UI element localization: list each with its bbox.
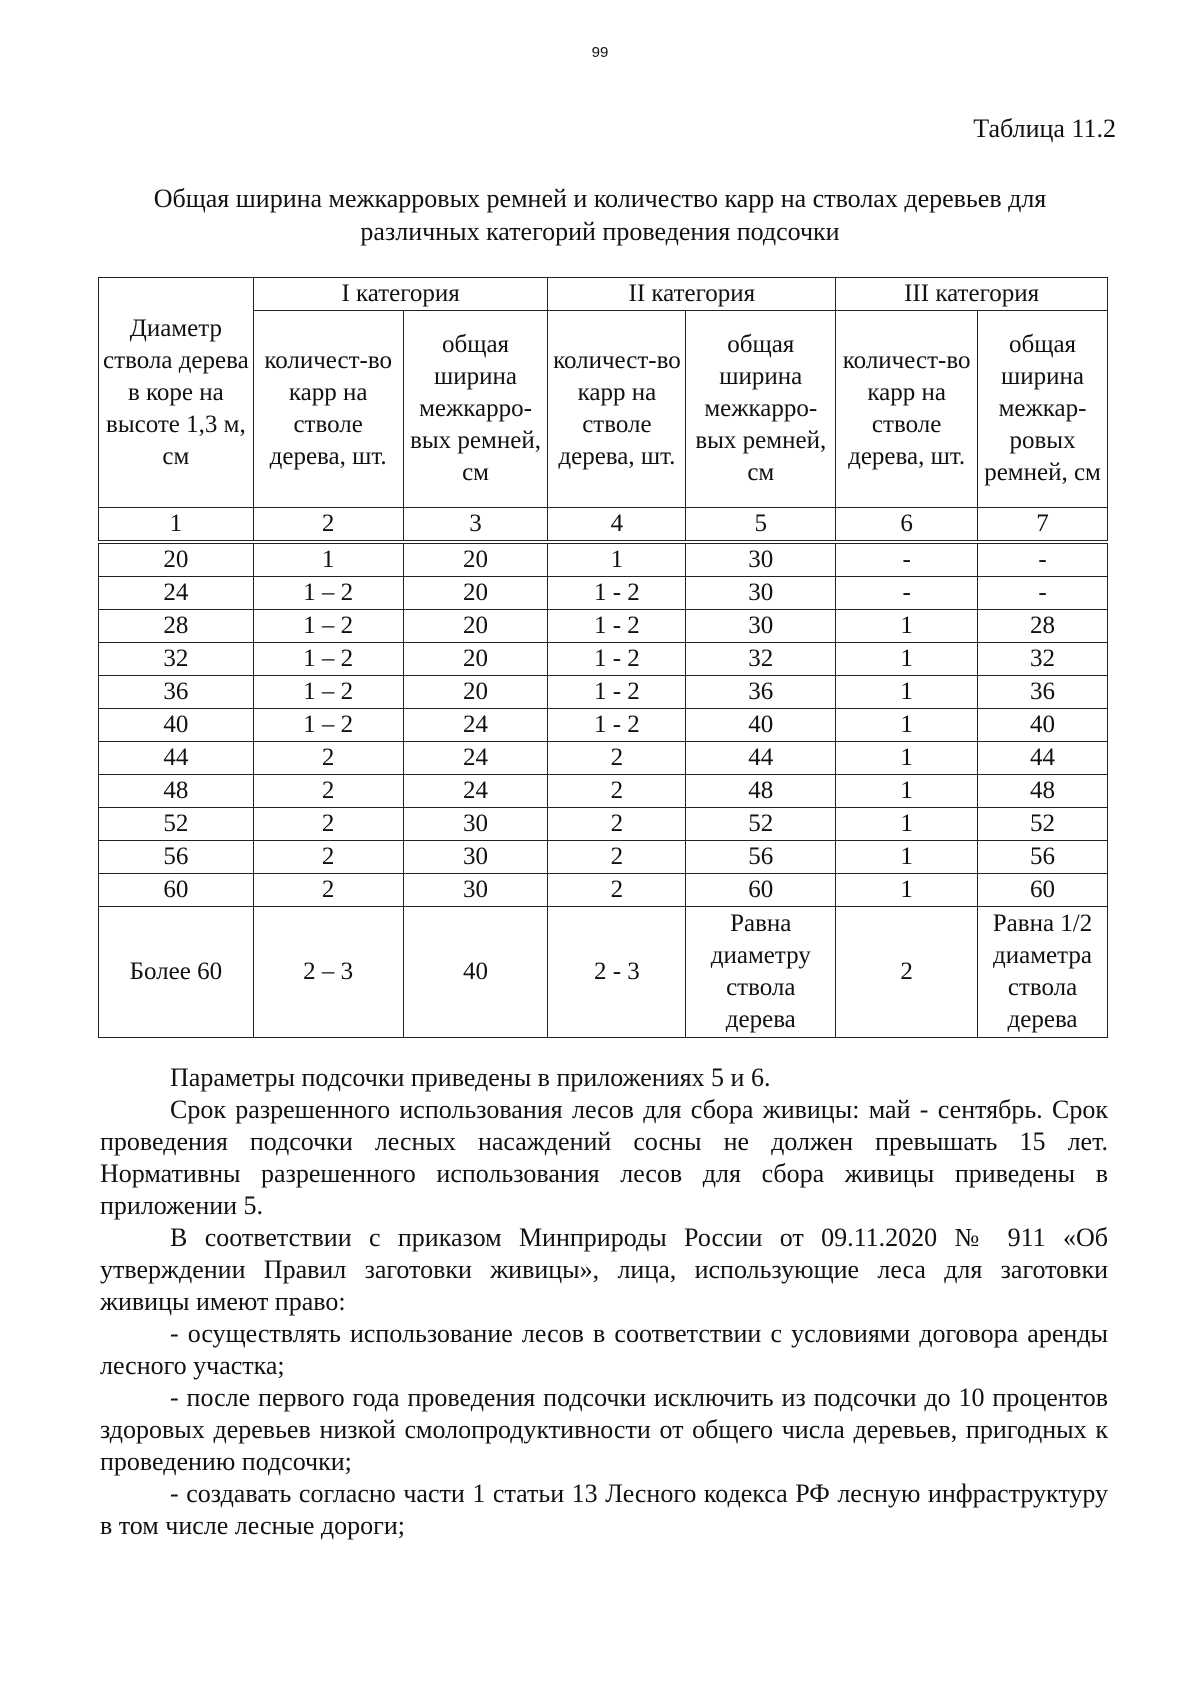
- subheader-count: количест-во карр на стволе дерева, шт.: [548, 311, 686, 508]
- table-cell: 30: [403, 808, 548, 841]
- table-cell: 40: [99, 709, 254, 742]
- paragraph: Срок разрешенного использования лесов для сбора живицы: май - сентябрь. Срок проведения подсочки лесных насаждений сосны не должен превышать 15 лет. Нормативны разрешенного использования лесов для сбора живицы приведены в приложении 5.: [100, 1095, 1108, 1220]
- table-cell: 2: [548, 775, 686, 808]
- table-cell: 36: [978, 676, 1108, 709]
- subheader-count: количест-во карр на стволе дерева, шт.: [836, 311, 978, 508]
- table-cell: 1 – 2: [253, 709, 403, 742]
- table-cell: 60: [99, 874, 254, 907]
- table-cell: 1 - 2: [548, 709, 686, 742]
- table-cell: 2: [548, 808, 686, 841]
- table-cell: 1: [253, 542, 403, 577]
- table-cell: 24: [403, 742, 548, 775]
- table-cell: 20: [403, 610, 548, 643]
- table-cell: 44: [99, 742, 254, 775]
- table-cell: 20: [403, 577, 548, 610]
- table-cell: -: [836, 577, 978, 610]
- table-cell: 52: [978, 808, 1108, 841]
- column-number: 5: [686, 508, 836, 543]
- table-row: [99, 676, 1108, 709]
- table-cell: 1: [548, 542, 686, 577]
- table-cell: 56: [978, 841, 1108, 874]
- table-cell: 1 – 2: [253, 577, 403, 610]
- header-diameter: Диаметр ствола дерева в коре на высоте 1,3 м, см: [99, 278, 254, 508]
- table-cell: 1: [836, 643, 978, 676]
- table-cell: Более 60: [99, 907, 254, 1038]
- table-cell: Равна диаметру ствола дерева: [686, 907, 836, 1038]
- table-cell: 60: [978, 874, 1108, 907]
- table-cell: -: [978, 577, 1108, 610]
- paragraph: Параметры подсочки приведены в приложениях 5 и 6.: [170, 1063, 771, 1092]
- body-text: [100, 1062, 1108, 1542]
- table-cell: 48: [99, 775, 254, 808]
- table-row: [99, 610, 1108, 643]
- column-number: 2: [253, 508, 403, 543]
- table-cell: 2: [253, 775, 403, 808]
- table-cell: -: [978, 542, 1108, 577]
- table-cell: 2: [253, 742, 403, 775]
- subheader-width: общая ширина межкарро-вых ремней, см: [403, 311, 548, 508]
- table-cell: 30: [686, 577, 836, 610]
- table-cell: 2 – 3: [253, 907, 403, 1038]
- table-row: [99, 775, 1108, 808]
- column-number: 1: [99, 508, 254, 543]
- table-cell: 2: [548, 742, 686, 775]
- table-cell: -: [836, 542, 978, 577]
- table-cell: 2 - 3: [548, 907, 686, 1038]
- table-cell: 32: [978, 643, 1108, 676]
- table-cell: 20: [99, 542, 254, 577]
- table-cell: 1: [836, 742, 978, 775]
- table-cell: 1 – 2: [253, 643, 403, 676]
- table-cell: 56: [99, 841, 254, 874]
- subheader-count: количест-во карр на стволе дерева, шт.: [253, 311, 403, 508]
- table-row: [99, 742, 1108, 775]
- table-cell: 1: [836, 841, 978, 874]
- table-cell: 60: [686, 874, 836, 907]
- table-cell: 32: [99, 643, 254, 676]
- table-cell: 20: [403, 542, 548, 577]
- table-cell: 28: [978, 610, 1108, 643]
- table-row: [99, 709, 1108, 742]
- harvest-table: [98, 277, 1108, 1038]
- header-category-1: I категория: [253, 278, 548, 311]
- table-cell: 2: [253, 841, 403, 874]
- table-label: Таблица 11.2: [973, 114, 1116, 143]
- subheader-width: общая ширина межкар-ровых ремней, см: [978, 311, 1108, 508]
- table-cell: 52: [99, 808, 254, 841]
- table-cell: 32: [686, 643, 836, 676]
- table-title: Общая ширина межкарровых ремней и количество карр на стволах деревьев для различных категорий проведения подсочки: [153, 184, 1047, 246]
- header-category-2: II категория: [548, 278, 836, 311]
- table-cell: 28: [99, 610, 254, 643]
- table-cell: 24: [99, 577, 254, 610]
- table-cell: 1: [836, 676, 978, 709]
- table-row: [99, 874, 1108, 907]
- table-cell: 36: [686, 676, 836, 709]
- table-row: [99, 808, 1108, 841]
- table-row: [99, 643, 1108, 676]
- column-number: 4: [548, 508, 686, 543]
- table-cell: 1 - 2: [548, 610, 686, 643]
- table-cell: 40: [686, 709, 836, 742]
- table-cell: 30: [686, 610, 836, 643]
- column-number: 3: [403, 508, 548, 543]
- table-cell: 52: [686, 808, 836, 841]
- table-cell: 1: [836, 874, 978, 907]
- table-cell: 30: [403, 841, 548, 874]
- table-row: [99, 542, 1108, 577]
- table-cell: 2: [836, 907, 978, 1038]
- table-cell: 20: [403, 676, 548, 709]
- paragraph: - после первого года проведения подсочки исключить из подсочки до 10 процентов здоровых деревьев низкой смолопродуктивности от общего числа деревьев, пригодных к проведению подсочки;: [100, 1383, 1108, 1476]
- column-number: 7: [978, 508, 1108, 543]
- table-row: [99, 907, 1108, 1038]
- paragraph: - создавать согласно части 1 статьи 13 Лесного кодекса РФ лесную инфраструктуру в том числе лесные дороги;: [100, 1479, 1108, 1540]
- table-cell: 30: [403, 874, 548, 907]
- table-cell: 40: [978, 709, 1108, 742]
- column-number-row: [99, 508, 1108, 543]
- header-category-3: III категория: [836, 278, 1108, 311]
- table-cell: Равна 1/2 диаметра ствола дерева: [978, 907, 1108, 1038]
- table-cell: 56: [686, 841, 836, 874]
- table-cell: 48: [686, 775, 836, 808]
- table-cell: 30: [686, 542, 836, 577]
- table-cell: 2: [548, 841, 686, 874]
- table-cell: 2: [548, 874, 686, 907]
- subheader-width: общая ширина межкарро-вых ремней, см: [686, 311, 836, 508]
- paragraph: - осуществлять использование лесов в соответствии с условиями договора аренды лесного участка;: [100, 1319, 1108, 1380]
- table-row: [99, 577, 1108, 610]
- table-cell: 1: [836, 808, 978, 841]
- table-cell: 44: [978, 742, 1108, 775]
- table-cell: 20: [403, 643, 548, 676]
- table-cell: 24: [403, 709, 548, 742]
- column-number: 6: [836, 508, 978, 543]
- table-cell: 24: [403, 775, 548, 808]
- table-cell: 1 - 2: [548, 643, 686, 676]
- table-cell: 1 - 2: [548, 577, 686, 610]
- table-cell: 48: [978, 775, 1108, 808]
- page-number: 99: [591, 44, 609, 61]
- table-cell: 44: [686, 742, 836, 775]
- table-cell: 40: [403, 907, 548, 1038]
- table-cell: 1: [836, 610, 978, 643]
- table-cell: 1 - 2: [548, 676, 686, 709]
- paragraph: В соответствии с приказом Минприроды России от 09.11.2020 № 911 «Об утверждении Правил заготовки живицы», лица, использующие леса для заготовки живицы имеют право:: [100, 1223, 1108, 1316]
- table-cell: 1: [836, 775, 978, 808]
- table-cell: 1 – 2: [253, 676, 403, 709]
- table-row: [99, 841, 1108, 874]
- table-cell: 2: [253, 874, 403, 907]
- table-cell: 36: [99, 676, 254, 709]
- table-cell: 2: [253, 808, 403, 841]
- table-cell: 1: [836, 709, 978, 742]
- table-cell: 1 – 2: [253, 610, 403, 643]
